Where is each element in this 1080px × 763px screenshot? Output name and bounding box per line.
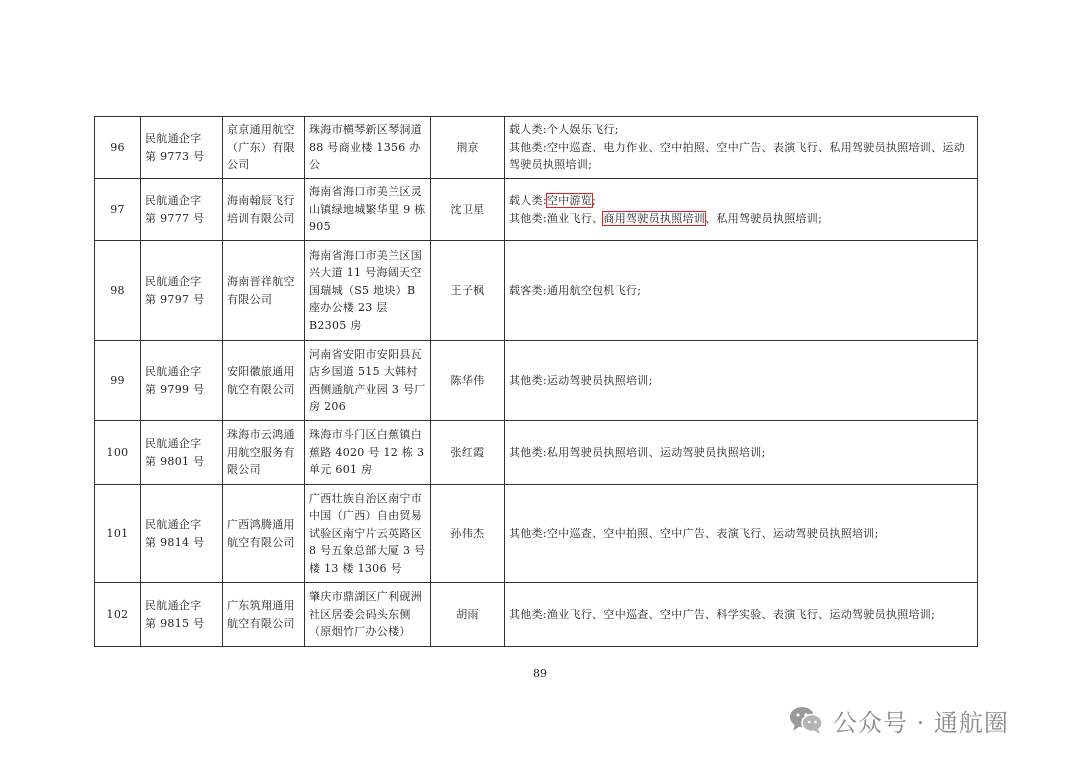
license-number-line: 第 9801 号 <box>145 454 205 468</box>
table-row <box>95 341 978 421</box>
license-number-cell <box>141 179 223 241</box>
legal-representative: 陈华伟 <box>431 341 505 421</box>
scope-text: 其他类:私用驾驶员执照培训、运动驾驶员执照培训; <box>509 445 766 459</box>
business-scope-line <box>509 210 973 228</box>
company-name: 海南翰辰飞行培训有限公司 <box>223 179 305 241</box>
license-number-line: 第 9797 号 <box>145 292 205 306</box>
scope-text: 载人类:个人娱乐飞行; <box>509 123 619 137</box>
business-scope-line <box>509 525 973 543</box>
license-number-line: 民航通企字 <box>145 599 202 612</box>
license-number-cell <box>141 241 223 341</box>
scope-text: 其他类:空中巡查、电力作业、空中拍照、空中广告、表演飞行、私用驾驶员执照培训、运动驾驶员执照培训; <box>509 140 966 172</box>
license-number-line: 第 9799 号 <box>145 382 205 396</box>
company-name: 广东筑翔通用航空有限公司 <box>223 583 305 647</box>
row-number: 99 <box>95 341 141 421</box>
company-name: 安阳徽旅通用航空有限公司 <box>223 341 305 421</box>
watermark <box>789 703 1009 737</box>
row-number: 101 <box>95 485 141 583</box>
legal-representative: 王子枫 <box>431 241 505 341</box>
business-scope-cell <box>505 179 978 241</box>
business-scope-cell <box>505 241 978 341</box>
legal-representative: 胡雨 <box>431 583 505 647</box>
company-address: 珠海市斗门区白蕉镇白蕉路 4020 号 12 栋 3 单元 601 房 <box>305 421 431 485</box>
license-number-cell <box>141 421 223 485</box>
legal-representative: 沈卫星 <box>431 179 505 241</box>
business-scope-line <box>509 372 973 390</box>
company-address: 珠海市横琴新区琴洞道 88 号商业楼 1356 办公 <box>305 117 431 179</box>
table-body <box>95 117 978 647</box>
row-number: 98 <box>95 241 141 341</box>
business-scope-cell <box>505 421 978 485</box>
company-name: 京京通用航空（广东）有限公司 <box>223 117 305 179</box>
table-row <box>95 117 978 179</box>
company-name: 珠海市云鸿通用航空服务有限公司 <box>223 421 305 485</box>
license-number-line: 民航通企字 <box>145 132 202 145</box>
scope-text: 其他类:渔业飞行、空中巡查、空中广告、科学实验、表演飞行、运动驾驶员执照培训; <box>509 607 936 621</box>
watermark-text: 公众号 · 通航圈 <box>833 708 1009 737</box>
wechat-icon <box>789 705 823 735</box>
scope-text: ; <box>592 194 597 207</box>
business-scope-cell <box>505 583 978 647</box>
business-scope-line <box>509 282 973 300</box>
license-number-line: 民航通企字 <box>145 437 202 450</box>
license-table <box>94 116 978 647</box>
highlighted-scope-item: 商用驾驶员执照培训 <box>603 211 706 225</box>
page-number: 89 <box>533 667 547 680</box>
license-number-cell <box>141 485 223 583</box>
row-number: 96 <box>95 117 141 179</box>
license-number-cell <box>141 117 223 179</box>
business-scope-cell <box>505 117 978 179</box>
highlighted-scope-item: 空中游览 <box>546 194 593 207</box>
table-row <box>95 179 978 241</box>
license-number-cell <box>141 341 223 421</box>
business-scope-line <box>509 121 973 139</box>
business-scope-line <box>509 606 973 624</box>
scope-text: 载人类: <box>509 194 547 207</box>
legal-representative: 荆京 <box>431 117 505 179</box>
company-address: 肇庆市鼎湖区广利砚洲社区居委会码头东侧（原烟竹厂办公楼） <box>305 583 431 647</box>
scope-text: 其他类:运动驾驶员执照培训; <box>509 373 653 387</box>
license-number-line: 民航通企字 <box>145 365 202 378</box>
license-number-line: 民航通企字 <box>145 518 202 531</box>
license-number-cell <box>141 583 223 647</box>
scope-text: 其他类:空中巡查、空中拍照、空中广告、表演飞行、运动驾驶员执照培训; <box>509 526 879 540</box>
license-number-line: 民航通企字 <box>145 275 202 288</box>
legal-representative: 孙伟杰 <box>431 485 505 583</box>
business-scope-cell <box>505 485 978 583</box>
table-row <box>95 583 978 647</box>
company-address: 海南省海口市美兰区国兴大道 11 号海阔天空国瑞城（S5 地块）B 座办公楼 23 层 B2305 房 <box>305 241 431 341</box>
company-address: 河南省安阳市安阳县瓦店乡国道 515 大韩村西侧通航产业园 3 号厂房 206 <box>305 341 431 421</box>
table-row <box>95 241 978 341</box>
row-number: 102 <box>95 583 141 647</box>
license-number-line: 第 9777 号 <box>145 211 205 225</box>
license-number-line: 民航通企字 <box>145 194 202 207</box>
scope-text: 、私用驾驶员执照培训; <box>705 211 823 225</box>
license-number-line: 第 9815 号 <box>145 616 205 630</box>
legal-representative: 张红霞 <box>431 421 505 485</box>
company-name: 广西鸿腾通用航空有限公司 <box>223 485 305 583</box>
business-scope-line <box>509 139 973 174</box>
business-scope-line <box>509 444 973 462</box>
company-name: 海南晋祥航空有限公司 <box>223 241 305 341</box>
business-scope-cell <box>505 341 978 421</box>
license-number-line: 第 9814 号 <box>145 535 205 549</box>
business-scope-line <box>509 192 973 210</box>
table-row <box>95 485 978 583</box>
company-address: 海南省海口市美兰区灵山镇绿地城繁华里 9 栋 905 <box>305 179 431 241</box>
table-row <box>95 421 978 485</box>
row-number: 100 <box>95 421 141 485</box>
scope-text: 其他类:渔业飞行、 <box>509 211 604 225</box>
company-address: 广西壮族自治区南宁市中国（广西）自由贸易试验区南宁片云英路区 8 号五象总部大厦 3 号楼 13 楼 1306 号 <box>305 485 431 583</box>
scope-text: 载客类:通用航空包机飞行; <box>509 283 642 297</box>
license-number-line: 第 9773 号 <box>145 149 205 163</box>
row-number: 97 <box>95 179 141 241</box>
